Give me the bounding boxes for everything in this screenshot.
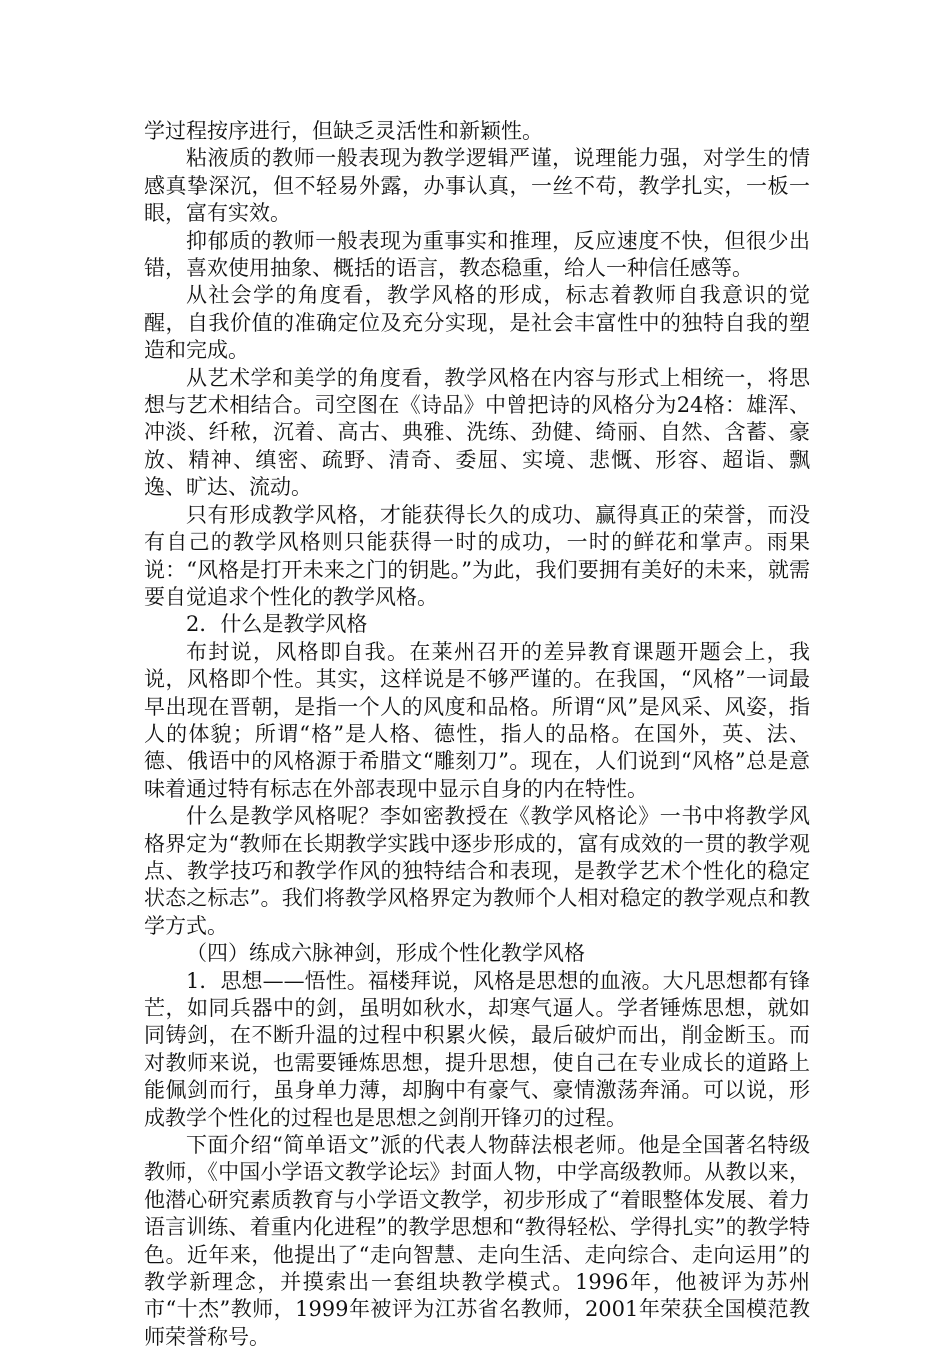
paragraph: 什么是教学风格呢？李如密教授在《教学风格论》一书中将教学风格界定为“教师在长期教学实践中逐步形成的，富有成效的一贯的教学观点、教学技巧和教学作风的独特结合和表现，是教学艺术个性化的稳定状态之标志”。我们将教学风格界定为教师个人相对稳定的教学观点和教学方式。 [144,804,810,938]
section-heading: 2．什么是教学风格 [186,612,368,637]
document-page [144,118,810,1351]
paragraph: 抑郁质的教师一般表现为重事实和推理，反应速度不快，但很少出错，喜欢使用抽象、概括的语言，教态稳重，给人一种信任感等。 [144,228,810,281]
section-heading: （四）练成六脉神剑，形成个性化教学风格 [186,941,585,966]
paragraph: 1．思想——悟性。福楼拜说，风格是思想的血液。大凡思想都有锋芒，如同兵器中的剑，虽明如秋水，却寒气逼人。学者锤炼思想，就如同铸剑，在不断升温的过程中积累火候，最后破炉而出，削金断玉。而对教师来说，也需要锤炼思想，提升思想，使自己在专业成长的道路上能佩剑而行，虽身单力薄，却胸中有豪气、豪情激荡奔涌。可以说，形成教学个性化的过程也是思想之剑削开锋刃的过程。 [144,968,810,1130]
paragraph: 从艺术学和美学的角度看，教学风格在内容与形式上相统一，将思想与艺术相结合。司空图在《诗品》中曾把诗的风格分为24格：雄浑、冲淡、纤秾，沉着、高古、典雅、洗练、劲健、绮丽、自然、含蓄、豪放、精神、缜密、疏野、清奇、委屈、实境、悲慨、形容、超诣、飘逸、旷达、流动。 [144,365,810,500]
paragraph: 从社会学的角度看，教学风格的形成，标志着教师自我意识的觉醒，自我价值的准确定位及充分实现，是社会丰富性中的独特自我的塑造和完成。 [144,283,810,363]
paragraph: 学过程按序进行，但缺乏灵活性和新颖性。 [144,119,543,143]
paragraph: 粘液质的教师一般表现为教学逻辑严谨，说理能力强，对学生的情感真挚深沉，但不轻易外露，办事认真，一丝不苟，教学扎实，一板一眼，富有实效。 [144,146,810,226]
paragraph: 只有形成教学风格，才能获得长久的成功、赢得真正的荣誉，而没有自己的教学风格则只能获得一时的成功，一时的鲜花和掌声。雨果说：“风格是打开未来之门的钥匙。”为此，我们要拥有美好的未来，就需要自觉追求个性化的教学风格。 [144,502,810,609]
paragraph: 布封说，风格即自我。在莱州召开的差异教育课题开题会上，我说，风格即个性。其实，这样说是不够严谨的。在我国，“风格”一词最早出现在晋朝，是指一个人的风度和品格。所谓“风”是风采、风姿，指人的体貌；所谓“格”是人格、德性，指人的品格。在国外，英、法、德、俄语中的风格源于希腊文“雕刻刀”。现在，人们说到“风格”总是意味着通过特有标志在外部表现中显示自身的内在特性。 [144,639,810,801]
paragraph: 下面介绍“简单语文”派的代表人物薛法根老师。他是全国著名特级教师，《中国小学语文教学论坛》封面人物，中学高级教师。从教以来，他潜心研究素质教育与小学语文教学，初步形成了“着眼整体发展、着力语言训练、着重内化进程”的教学思想和“教得轻松、学得扎实”的教学特色。近年来，他提出了“走向智慧、走向生活、走向综合、走向运用”的教学新理念，并摸索出一套组块教学模式。1996年，他被评为苏州市“十杰”教师，1999年被评为江苏省名教师，2001年荣获全国模范教师荣誉称号。 [144,1133,810,1349]
